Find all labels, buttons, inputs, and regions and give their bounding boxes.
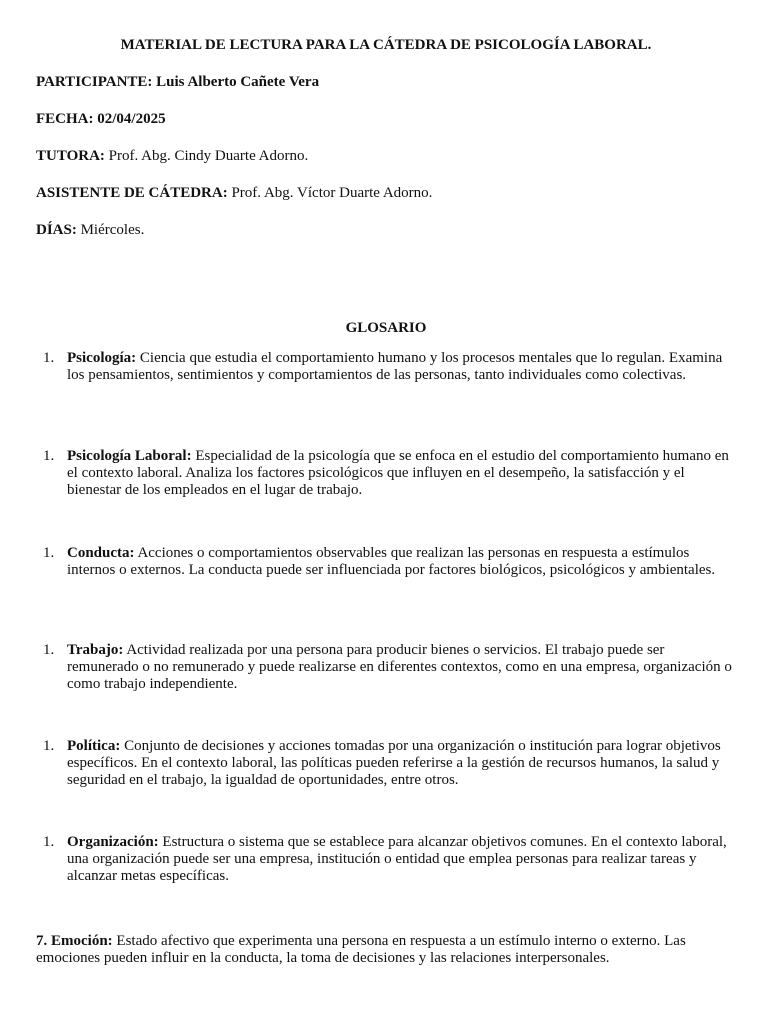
dias-label: DÍAS: — [36, 222, 77, 238]
glossary-item — [36, 738, 736, 789]
glossary-definition: Actividad realizada por una persona para producir bienes o servicios. El trabajo puede ser remunerado o no remunerado y puede realizarse en diferentes contextos, como en una empresa, organización o como trabajo independiente. — [67, 642, 732, 692]
participante-line — [36, 74, 319, 91]
asistente-line — [36, 185, 432, 202]
list-number: 1. — [43, 738, 55, 754]
list-number: 1. — [43, 545, 55, 561]
fecha-label: FECHA: — [36, 111, 94, 127]
glossary-term: Trabajo: — [67, 642, 124, 658]
tutora-label: TUTORA: — [36, 148, 105, 164]
participante-label: PARTICIPANTE: — [36, 74, 153, 90]
glossary-item — [36, 834, 736, 885]
dias-line — [36, 222, 144, 239]
glossary-item-emocion — [36, 933, 736, 967]
glossary-definition: Especialidad de la psicología que se enfoca en el estudio del comportamiento humano en el contexto laboral. Analiza los factores psicológicos que influyen en el desempeño, la satisfacción y el bienestar de los empleados en el lugar de trabajo. — [67, 448, 729, 498]
fecha-line — [36, 111, 166, 128]
glossary-definition: Acciones o comportamientos observables que realizan las personas en respuesta a estímulos internos o externos. La conducta puede ser influenciada por factores biológicos, psicológicos y ambientales. — [67, 545, 716, 578]
asistente-label: ASISTENTE DE CÁTEDRA: — [36, 185, 228, 201]
glossary-term: Organización: — [67, 834, 159, 850]
glossary-definition: Estado afectivo que experimenta una persona en respuesta a un estímulo interno o externo. Las emociones pueden influir en la conducta, la toma de decisiones y las relaciones interpersonales. — [36, 933, 686, 966]
glossary-item — [36, 448, 736, 499]
document-title: MATERIAL DE LECTURA PARA LA CÁTEDRA DE PSICOLOGÍA LABORAL. — [120, 37, 652, 53]
list-number: 1. — [43, 448, 55, 464]
glossary-term: Psicología Laboral: — [67, 448, 192, 464]
glossary-definition: Conjunto de decisiones y acciones tomadas por una organización o institución para lograr objetivos específicos. En el contexto laboral, las políticas pueden referirse a la gestión de recursos humanos, la salud y seguridad en el trabajo, la igualdad de oportunidades, entre otros. — [67, 738, 721, 788]
list-number: 1. — [43, 642, 55, 658]
glosario-heading: GLOSARIO — [345, 320, 427, 336]
glossary-item — [36, 642, 736, 693]
dias-value: Miércoles. — [76, 222, 145, 238]
glossary-term: 7. Emoción: — [36, 933, 113, 949]
tutora-line — [36, 148, 308, 165]
tutora-value: Prof. Abg. Cindy Duarte Adorno. — [104, 148, 309, 164]
glossary-definition: Estructura o sistema que se establece para alcanzar objetivos comunes. En el contexto laboral, una organización puede ser una empresa, institución o entidad que emplea personas para realizar tareas y alcanzar metas específicas. — [67, 834, 727, 884]
list-number: 1. — [43, 834, 55, 850]
asistente-value: Prof. Abg. Víctor Duarte Adorno. — [227, 185, 433, 201]
glossary-item — [36, 545, 736, 579]
participante-value: Luis Alberto Cañete Vera — [152, 74, 320, 90]
glossary-term: Política: — [67, 738, 121, 754]
glossary-term: Conducta: — [67, 545, 135, 561]
glossary-item — [36, 350, 736, 384]
list-number: 1. — [43, 350, 55, 366]
glossary-term: Psicología: — [67, 350, 137, 366]
fecha-value: 02/04/2025 — [93, 111, 166, 127]
glossary-definition: Ciencia que estudia el comportamiento humano y los procesos mentales que lo regulan. Examina los pensamientos, sentimientos y comportamientos de las personas, tanto individuales como colectivas. — [67, 350, 723, 383]
